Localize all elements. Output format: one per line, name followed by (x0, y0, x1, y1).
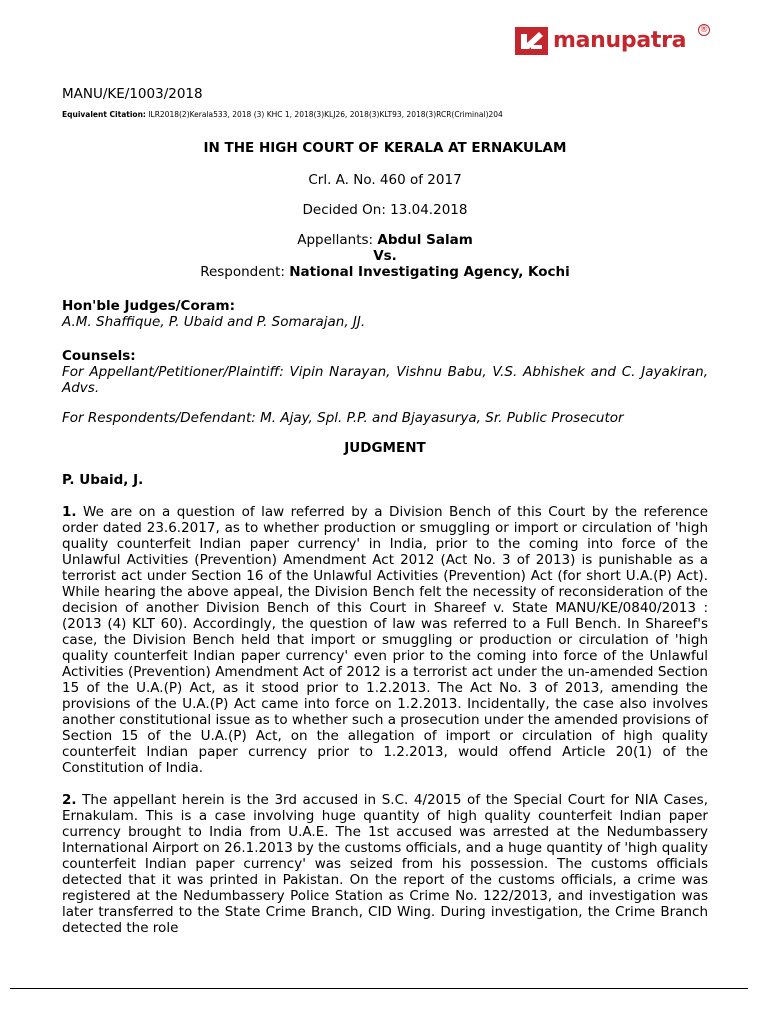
judges-list: A.M. Shaffique, P. Ubaid and P. Somarajan, JJ. (62, 314, 366, 330)
court-name: IN THE HIGH COURT OF KERALA AT ERNAKULAM (203, 140, 567, 156)
counsel-appellant-names: Vipin Narayan, Vishnu Babu, V.S. Abhishek and C. Jayakiran, Advs. (62, 364, 708, 396)
respondent-name: National Investigating Agency, Kochi (289, 264, 570, 280)
citation-id: MANU/KE/1003/2018 (62, 86, 203, 102)
judges-heading: Hon'ble Judges/Coram: (62, 298, 235, 314)
equivalent-citation-label: Equivalent Citation: (62, 110, 146, 119)
paragraph-1 (62, 504, 708, 776)
decided-on: Decided On: 13.04.2018 (302, 202, 468, 218)
equivalent-citation (62, 110, 708, 120)
judgment-author: P. Ubaid, J. (62, 472, 144, 488)
judgment-heading: JUDGMENT (344, 440, 426, 456)
logo-text: manupatra (553, 28, 687, 53)
appellants-label: Appellants: (297, 232, 378, 248)
paragraph-1-number: 1. (62, 504, 77, 520)
counsel-appellant (62, 364, 708, 396)
paragraph-1-text: We are on a question of law referred by a Division Bench of this Court by the reference order dated 23.6.2017, as to whether production or smuggling or import or circulation of 'high quality counterfeit Indian paper currency' in India, prior to the coming into force of the Unlawful Activities (Prevention) Amendment Act 2012 (Act No. 3 of 2013) is punishable as a terrorist act under Section 16 of the Unlawful Activities (Prevention) Act (for short U.A.(P) Act). While hearing the above appeal, the Division Bench felt the necessity of reconsideration of the decision of another Division Bench of this Court in Shareef v. State MANU/KE/0840/2013 : (2013 (4) KLT 60). Accordingly, the question of law was referred to a Full Bench. In Shareef's case, the Division Bench held that import or smuggling or production or circulation of 'high quality counterfeit Indian paper currency' even prior to the coming into force of the Unlawful Activities (Prevention) Amendment Act of 2012 is a terrorist act under the un-amended Section 15 of the U.A.(P) Act, as it stood prior to 1.2.2013. The Act No. 3 of 2013, amending the provisions of the U.A.(P) Act came into force on 1.2.2013. Incidentally, the case also involves another constitutional issue as to whether such a prosecution under the amended provisions of Section 15 of the U.A.(P) Act, on the allegation of import or circulation of high quality counterfeit Indian paper currency prior to 1.2.2013, would offend Article 20(1) of the Constitution of India. (62, 504, 708, 776)
paragraph-2-text: The appellant herein is the 3rd accused in S.C. 4/2015 of the Special Court for NIA Cases, Ernakulam. This is a case involving huge quantity of high quality counterfeit Indian paper currency brought to India from U.A.E. The 1st accused was arrested at the Nedumbassery International Airport on 26.1.2013 by the customs officials, and a huge quantity of 'high quality counterfeit Indian paper currency' was seized from his possession. The customs officials detected that it was printed in Pakistan. On the report of the customs officials, a crime was registered at the Nedumbassery Police Station as Crime No. 122/2013, and investigation was later transferred to the State Crime Branch, CID Wing. During investigation, the Crime Branch detected the role (62, 792, 708, 936)
manupatra-logo-icon (515, 27, 548, 55)
appellants-line (62, 232, 708, 248)
manupatra-logo (515, 26, 710, 58)
counsels-heading: Counsels: (62, 348, 136, 364)
counsel-respondent-label: For Respondents/Defendant: (62, 410, 261, 426)
document-body (62, 86, 708, 936)
counsel-respondent-names: M. Ajay, Spl. P.P. and Bjayasurya, Sr. Public Prosecutor (260, 410, 624, 426)
counsel-appellant-label: For Appellant/Petitioner/Plaintiff: (62, 364, 290, 380)
registered-mark: ® (699, 25, 709, 35)
paragraph-2-number: 2. (62, 792, 77, 808)
case-number: Crl. A. No. 460 of 2017 (308, 172, 462, 188)
footer-divider (10, 988, 748, 989)
equivalent-citation-value: ILR2018(2)Kerala533, 2018 (3) KHC 1, 2018(3)KLJ26, 2018(3)KLT93, 2018(3)RCR(Criminal)204 (148, 110, 503, 119)
versus: Vs. (373, 248, 397, 264)
paragraph-2 (62, 792, 708, 936)
respondent-label: Respondent: (200, 264, 290, 280)
respondent-line (62, 264, 708, 280)
counsel-respondent (62, 410, 708, 426)
appellants-name: Abdul Salam (377, 232, 473, 248)
